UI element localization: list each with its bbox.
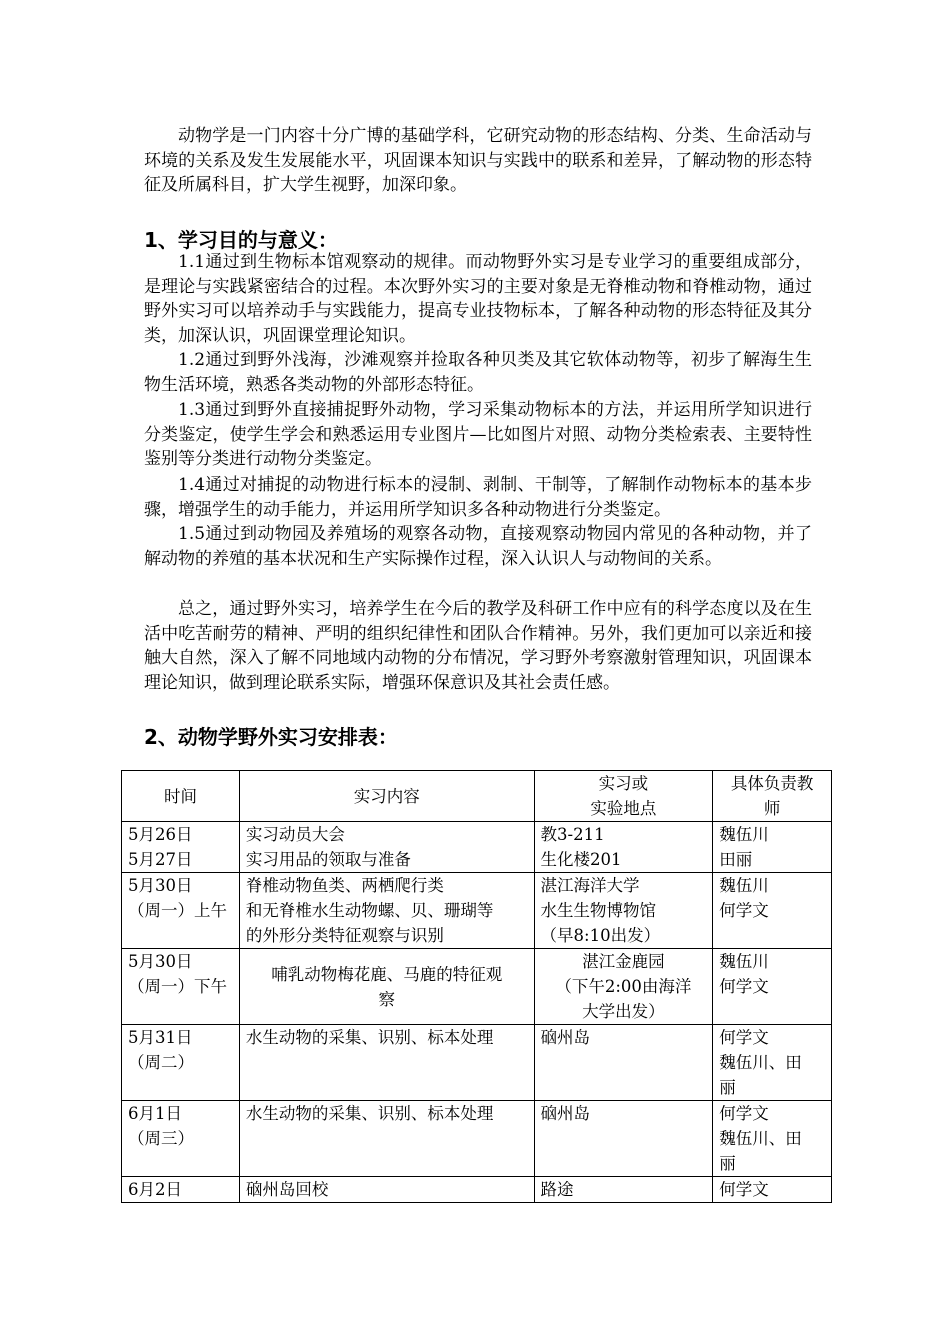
table-row xyxy=(122,873,832,949)
table-row xyxy=(122,822,832,873)
row-time: 5月30日 （周一）下午 xyxy=(122,949,240,1025)
row-content: 实习动员大会 实习用品的领取与准备 xyxy=(239,822,534,873)
row-time: 5月30日 （周一）上午 xyxy=(122,873,240,949)
row-content: 水生动物的采集、识别、标本处理 xyxy=(239,1101,534,1177)
row-time: 5月31日 （周二） xyxy=(122,1025,240,1101)
table-header-row xyxy=(122,771,832,822)
table-row xyxy=(122,1025,832,1101)
row-time: 6月2日 xyxy=(122,1177,240,1203)
table-row xyxy=(122,949,832,1025)
purpose-item-1-3: 1.3通过到野外直接捕捉野外动物，学习采集动物标本的方法，并运用所学知识进行分类鉴定，使学生学会和熟悉运用专业图片—比如图片对照、动物分类检索表、主要特性鉴别等分类进行动物分类鉴定。 xyxy=(144,400,812,469)
row-teacher: 何学文 魏伍川、田 丽 xyxy=(713,1025,832,1101)
row-content: 脊椎动物鱼类、两栖爬行类 和无脊椎水生动物螺、贝、珊瑚等 的外形分类特征观察与识别 xyxy=(239,873,534,949)
row-teacher: 魏伍川 何学文 xyxy=(713,873,832,949)
section-2-heading: 2、动物学野外实习安排表： xyxy=(144,725,398,749)
header-time: 时间 xyxy=(122,771,240,822)
purpose-item-1-1: 1.1通过到生物标本馆观察动的规律。而动物野外实习是专业学习的重要组成部分，是理论与实践紧密结合的过程。本次野外实习的主要对象是无脊椎动物和脊椎动物，通过野外实习可以培养动手与实践能力，提高专业技物标本，了解各种动物的形态特征及其分类，加深认识，巩固课堂理论知识。 xyxy=(144,252,812,346)
header-place: 实习或 实验地点 xyxy=(534,771,713,822)
header-content: 实习内容 xyxy=(239,771,534,822)
row-teacher: 何学文 魏伍川、田 丽 xyxy=(713,1101,832,1177)
purpose-item-1-5: 1.5通过到动物园及养殖场的观察各动物，直接观察动物园内常见的各种动物，并了解动物的养殖的基本状况和生产实际操作过程，深入认识人与动物间的关系。 xyxy=(144,524,812,569)
row-place: 教3-211 生化楼201 xyxy=(534,822,713,873)
purpose-item-1-4: 1.4通过对捕捉的动物进行标本的浸制、剥制、干制等，了解制作动物标本的基本步骤，增强学生的动手能力，并运用所学知识多各种动物进行分类鉴定。 xyxy=(144,475,812,520)
intro-paragraph: 动物学是一门内容十分广博的基础学科，它研究动物的形态结构、分类、生命活动与环境的关系及发生发展能水平，巩固课本知识与实践中的联系和差异，了解动物的形态特征及所属科目，扩大学生视野，加深印象。 xyxy=(144,126,812,195)
row-place: 硇州岛 xyxy=(534,1025,713,1101)
row-content: 哺乳动物梅花鹿、马鹿的特征观 察 xyxy=(239,949,534,1025)
row-place: 湛江金鹿园 （下午2:00由海洋 大学出发） xyxy=(534,949,713,1025)
row-place: 硇州岛 xyxy=(534,1101,713,1177)
table-row xyxy=(122,1177,832,1203)
row-place: 路途 xyxy=(534,1177,713,1203)
section-1-heading: 1、学习目的与意义： xyxy=(144,228,338,252)
purpose-item-1-2: 1.2通过到野外浅海，沙滩观察并捡取各种贝类及其它软体动物等，初步了解海生生物生活环境，熟悉各类动物的外部形态特征。 xyxy=(144,350,812,395)
row-teacher: 魏伍川 田丽 xyxy=(713,822,832,873)
row-time: 5月26日 5月27日 xyxy=(122,822,240,873)
row-time: 6月1日 （周三） xyxy=(122,1101,240,1177)
table-row xyxy=(122,1101,832,1177)
row-teacher: 何学文 xyxy=(713,1177,832,1203)
header-teacher: 具体负责教 师 xyxy=(713,771,832,822)
schedule-table xyxy=(121,770,832,1203)
summary-paragraph: 总之，通过野外实习，培养学生在今后的教学及科研工作中应有的科学态度以及在生活中吃苦耐劳的精神、严明的组织纪律性和团队合作精神。另外，我们更加可以亲近和接触大自然，深入了解不同地域内动物的分布情况，学习野外考察激射管理知识，巩固课本理论知识，做到理论联系实际，增强环保意识及其社会责任感。 xyxy=(144,599,812,693)
row-teacher: 魏伍川 何学文 xyxy=(713,949,832,1025)
row-content: 硇州岛回校 xyxy=(239,1177,534,1203)
row-place: 湛江海洋大学 水生生物博物馆 （早8:10出发） xyxy=(534,873,713,949)
row-content: 水生动物的采集、识别、标本处理 xyxy=(239,1025,534,1101)
